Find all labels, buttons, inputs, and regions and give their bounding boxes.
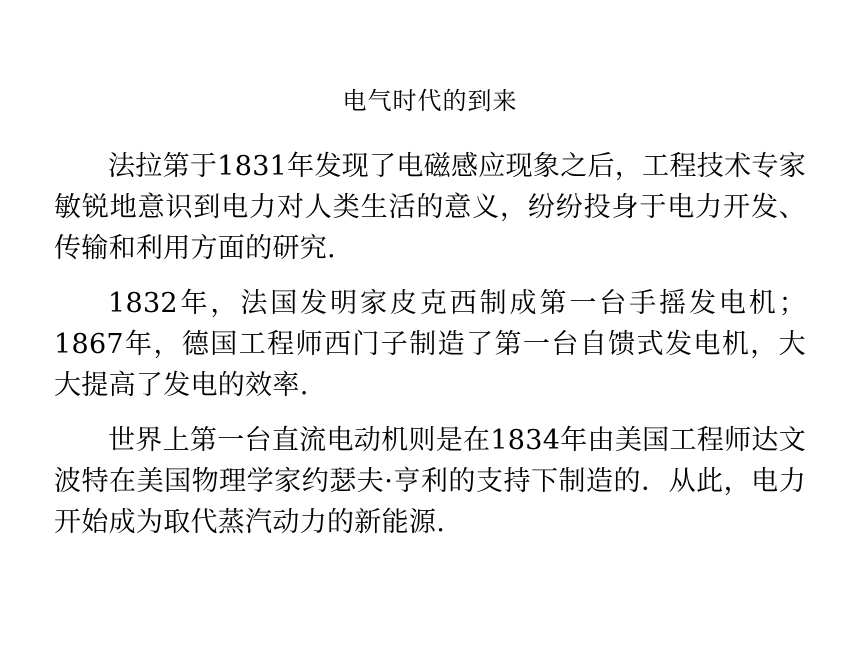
paragraph-1: 法拉第于1831年发现了电磁感应现象之后，工程技术专家敏锐地意识到电力对人类生活的意义，纷纷投身于电力开发、传输和利用方面的研究. [54, 151, 806, 264]
paragraph-2: 1832年，法国发明家皮克西制成第一台手摇发电机；1867年，德国工程师西门子制造了第一台自馈式发电机，大大提高了发电的效率. [54, 288, 806, 401]
body-text [54, 146, 806, 557]
page-title: 电气时代的到来 [342, 87, 518, 115]
paragraph-3: 世界上第一台直流电动机则是在1834年由美国工程师达文波特在美国物理学家约瑟夫·亨利的支持下制造的．从此，电力开始成为取代蒸汽动力的新能源. [54, 425, 806, 538]
